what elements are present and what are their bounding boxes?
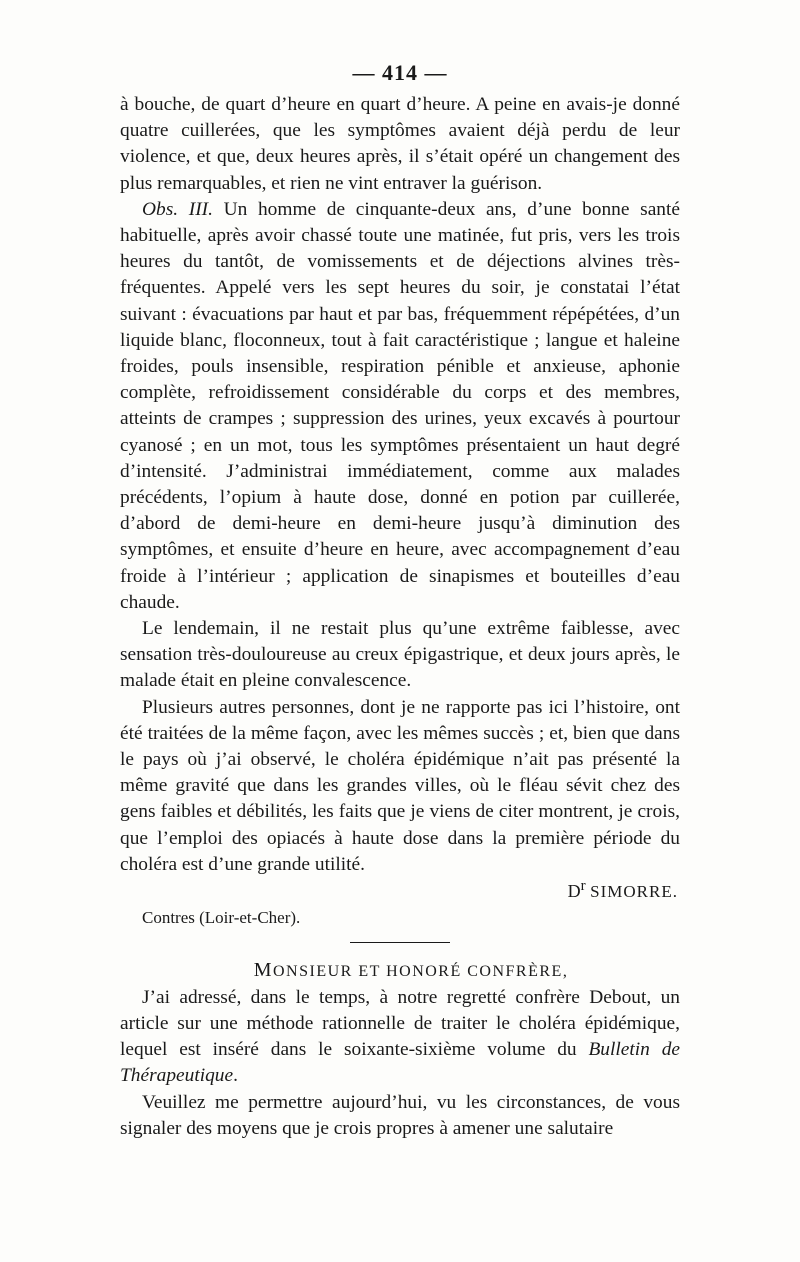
letter-text-after-journal: . [233,1065,238,1087]
observation-label: Obs. III. [142,198,213,220]
paragraph-next-day: Le lendemain, il ne restait plus qu’une extrême faiblesse, avec sensation très-douloureuse au creux épigastrique, et deux jours après, le malade était en pleine convalescence. [120,618,680,692]
author-signature [120,878,680,905]
signature-title-superscript: r [580,878,586,895]
letter-paragraph-1 [120,985,680,1090]
signature-title: D [567,881,581,902]
journal-title: Bulletin de Thérapeutique [120,1039,680,1087]
letter-paragraph-2: Veuillez me permettre aujourd’hui, vu les circonstances, de vous signaler des moyens que je crois propres à amener une salutaire [120,1091,680,1139]
page-body [120,92,680,1142]
salutation-initial: M [253,958,273,981]
paragraph-continuation: à bouche, de quart d’heure en quart d’heure. A peine en avais-je donné quatre cuillerées, que les symptômes avaient déjà perdu de leur violence, et que, deux heures après, il s’était opéré un changement des plus remarquables, et rien ne vint entraver la guérison. [120,94,680,194]
letter-text-before-journal: J’ai adressé, dans le temps, à notre regretté confrère Debout, un article sur une méthode rationnelle de traiter le choléra épidémique, lequel est inséré dans le soixante-sixième volume du [120,986,680,1061]
salutation-rest: ONSIEUR ET HONORÉ CONFRÈRE, [272,962,569,980]
paragraph-conclusion: Plusieurs autres personnes, dont je ne rapporte pas ici l’histoire, ont été traitées de la même façon, avec les mêmes succès ; et, bien que dans le pays où j’ai observé, le choléra épidémique n’ait pas présenté la même gravité que dans les grandes villes, où le fléau sévit chez des gens faibles et débilités, les faits que je viens de citer montrent, je crois, que l’emploi des opiacés à haute dose dans la première période du choléra est d’une grande utilité. [120,696,680,875]
paragraph-observation-3 [120,197,680,616]
section-divider [350,942,450,943]
author-location: Contres (Loir-et-Cher). [142,908,301,928]
page-number: — 414 — [352,60,448,85]
signature-name: SIMORRE. [590,882,678,902]
observation-text: Un homme de cinquante-deux ans, d’une bonne santé habituelle, après avoir chassé toute une matinée, fut pris, vers les trois heures du tantôt, de vomissements et de déjections alvines très-fréquentes. Appelé vers les sept heures du soir, je constatai l’état suivant : évacuations par haut et par bas, fréquemment répépétées, d’un liquide blanc, floconneux, tout à fait caractéristique ; langue et haleine froides, pouls insensible, respiration pénible et anxieuse, aphonie complète, refroidissement considérable du corps et des membres, atteints de crampes ; suppression des urines, yeux excavés à pourtour cyanosé ; en un mot, tous les symptômes présentaient un haut degré d’intensité. J’administrai immédiatement, comme aux malades précédents, l’opium à haute dose, donné en potion par cuillerée, d’abord de demi-heure en demi-heure jusqu’à diminution des symptômes, et ensuite d’heure en heure, avec accompagnement d’eau froide à l’intérieur ; application de sinapismes et bouteilles d’eau chaude. [120,198,680,613]
letter-salutation [120,957,680,985]
